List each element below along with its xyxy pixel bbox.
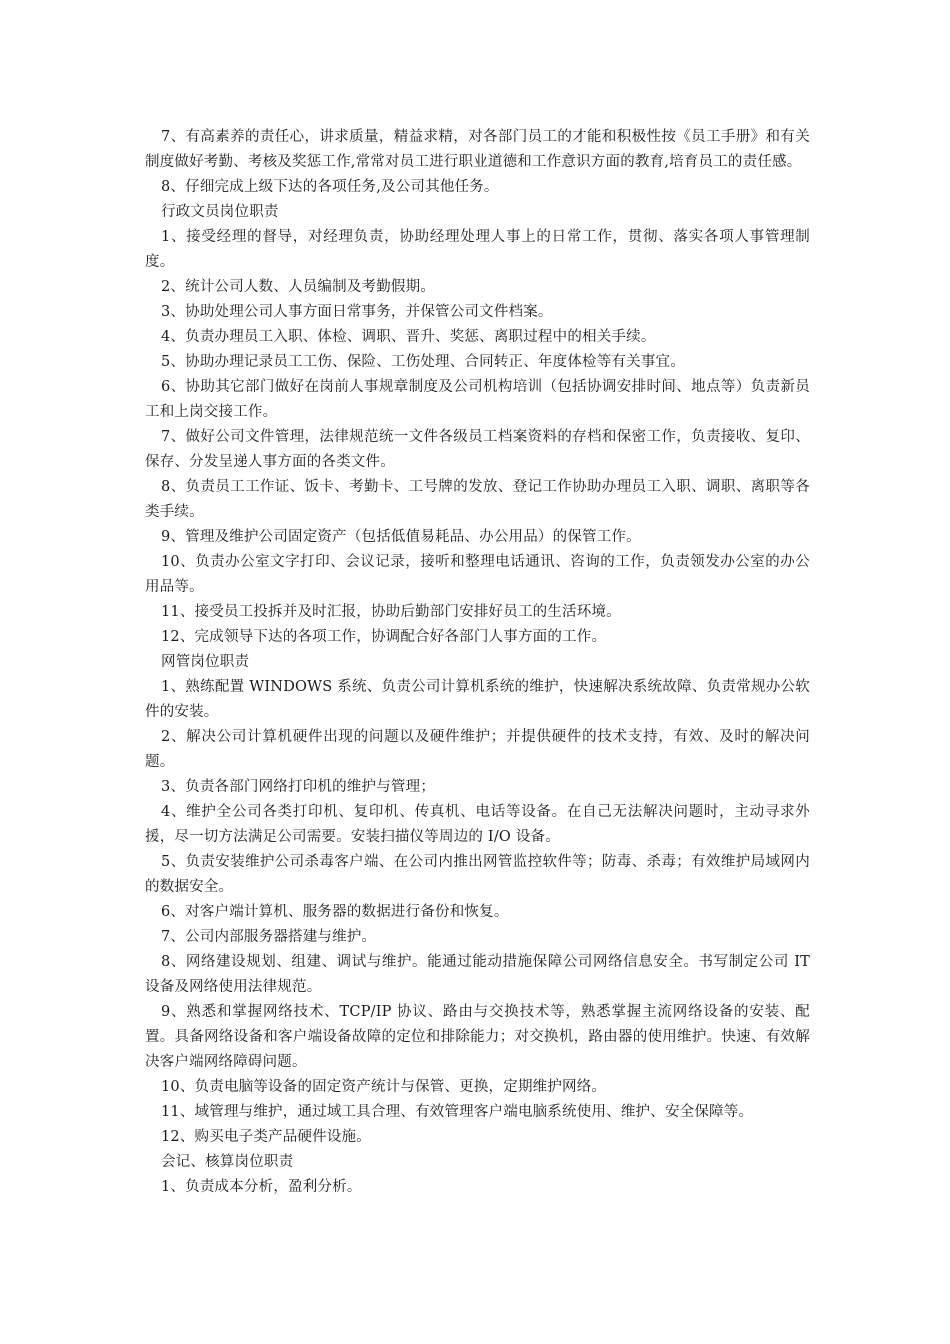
paragraph-item: 2、统计公司人数、人员编制及考勤假期。	[161, 279, 436, 295]
section-heading: 行政文员岗位职责	[161, 204, 279, 220]
paragraph-item: 7、有高素养的责任心，讲求质量，精益求精，对各部门员工的才能和积极性按《员工手册》和有关制度做好考勤、考核及奖惩工作,常常对员工进行职业道德和工作意识方面的教育,培育员工的责任感。	[145, 129, 810, 170]
paragraph-item: 1、接受经理的督导，对经理负责，协助经理处理人事上的日常工作，贯彻、落实各项人事管理制度。	[145, 229, 810, 270]
paragraph-item: 10、负责办公室文字打印、会议记录，接听和整理电话通讯、咨询的工作，负责领发办公室的办公用品等。	[145, 554, 810, 595]
paragraph-item: 8、网络建设规划、组建、调试与维护。能通过能动措施保障公司网络信息安全。书写制定公司 IT 设备及网络使用法律规范。	[145, 954, 810, 995]
paragraph-item: 6、协助其它部门做好在岗前人事规章制度及公司机构培训（包括协调安排时间、地点等）负责新员工和上岗交接工作。	[145, 379, 810, 420]
paragraph-item: 7、做好公司文件管理，法律规范统一文件各级员工档案资料的存档和保密工作，负责接收、复印、保存、分发呈递人事方面的各类文件。	[145, 429, 810, 470]
paragraph-item: 8、负责员工工作证、饭卡、考勤卡、工号牌的发放、登记工作协助办理员工入职、调职、离职等各类手续。	[145, 479, 810, 520]
paragraph-item: 12、完成领导下达的各项工作，协调配合好各部门人事方面的工作。	[161, 629, 607, 645]
paragraph-item: 4、负责办理员工入职、体检、调职、晋升、奖惩、离职过程中的相关手续。	[161, 329, 656, 345]
paragraph-item: 5、负责安装维护公司杀毒客户端、在公司内推出网管监控软件等；防毒、杀毒；有效维护局域网内的数据安全。	[145, 854, 810, 895]
paragraph-item: 11、域管理与维护，通过域工具合理、有效管理客户端电脑系统使用、维护、安全保障等。	[161, 1104, 754, 1120]
paragraph-item: 11、接受员工投拆并及时汇报，协助后勤部门安排好员工的生活环境。	[161, 604, 621, 620]
paragraph-item: 2、解决公司计算机硬件出现的问题以及硬件维护；并提供硬件的技术支持，有效、及时的解决问题。	[145, 729, 810, 770]
document-page	[145, 125, 810, 1200]
paragraph-item: 3、负责各部门网络打印机的维护与管理；	[161, 779, 436, 795]
paragraph-item: 1、负责成本分析，盈利分析。	[161, 1179, 362, 1195]
paragraph-item: 5、协助办理记录员工工伤、保险、工伤处理、合同转正、年度体检等有关事宜。	[161, 354, 685, 370]
paragraph-item: 7、公司内部服务器搭建与维护。	[161, 929, 377, 945]
paragraph-item: 10、负责电脑等设备的固定资产统计与保管、更换，定期维护网络。	[161, 1079, 607, 1095]
paragraph-item: 9、管理及维护公司固定资产（包括低值易耗品、办公用品）的保管工作。	[161, 529, 641, 545]
paragraph-item: 4、维护全公司各类打印机、复印机、传真机、电话等设备。在自己无法解决问题时，主动寻求外援，尽一切方法满足公司需要。安装扫描仪等周边的 I/O 设备。	[145, 804, 810, 845]
paragraph-item: 6、对客户端计算机、服务器的数据进行备份和恢复。	[161, 904, 509, 920]
section-heading: 网管岗位职责	[161, 654, 250, 670]
paragraph-item: 8、仔细完成上级下达的各项任务,及公司其他任务。	[161, 179, 499, 195]
paragraph-item: 12、购买电子类产品硬件设施。	[161, 1129, 371, 1145]
paragraph-item: 3、协助处理公司人事方面日常事务，并保管公司文件档案。	[161, 304, 553, 320]
paragraph-item: 1、熟练配置 WINDOWS 系统、负责公司计算机系统的维护，快速解决系统故障、负责常规办公软件的安装。	[145, 679, 810, 720]
section-heading: 会记、核算岗位职责	[161, 1154, 294, 1170]
paragraph-item: 9、熟悉和掌握网络技术、TCP/IP 协议、路由与交换技术等，熟悉掌握主流网络设备的安装、配置。具备网络设备和客户端设备故障的定位和排除能力；对交换机，路由器的使用维护。快速、有效解决客户端网络障碍问题。	[145, 1004, 810, 1070]
